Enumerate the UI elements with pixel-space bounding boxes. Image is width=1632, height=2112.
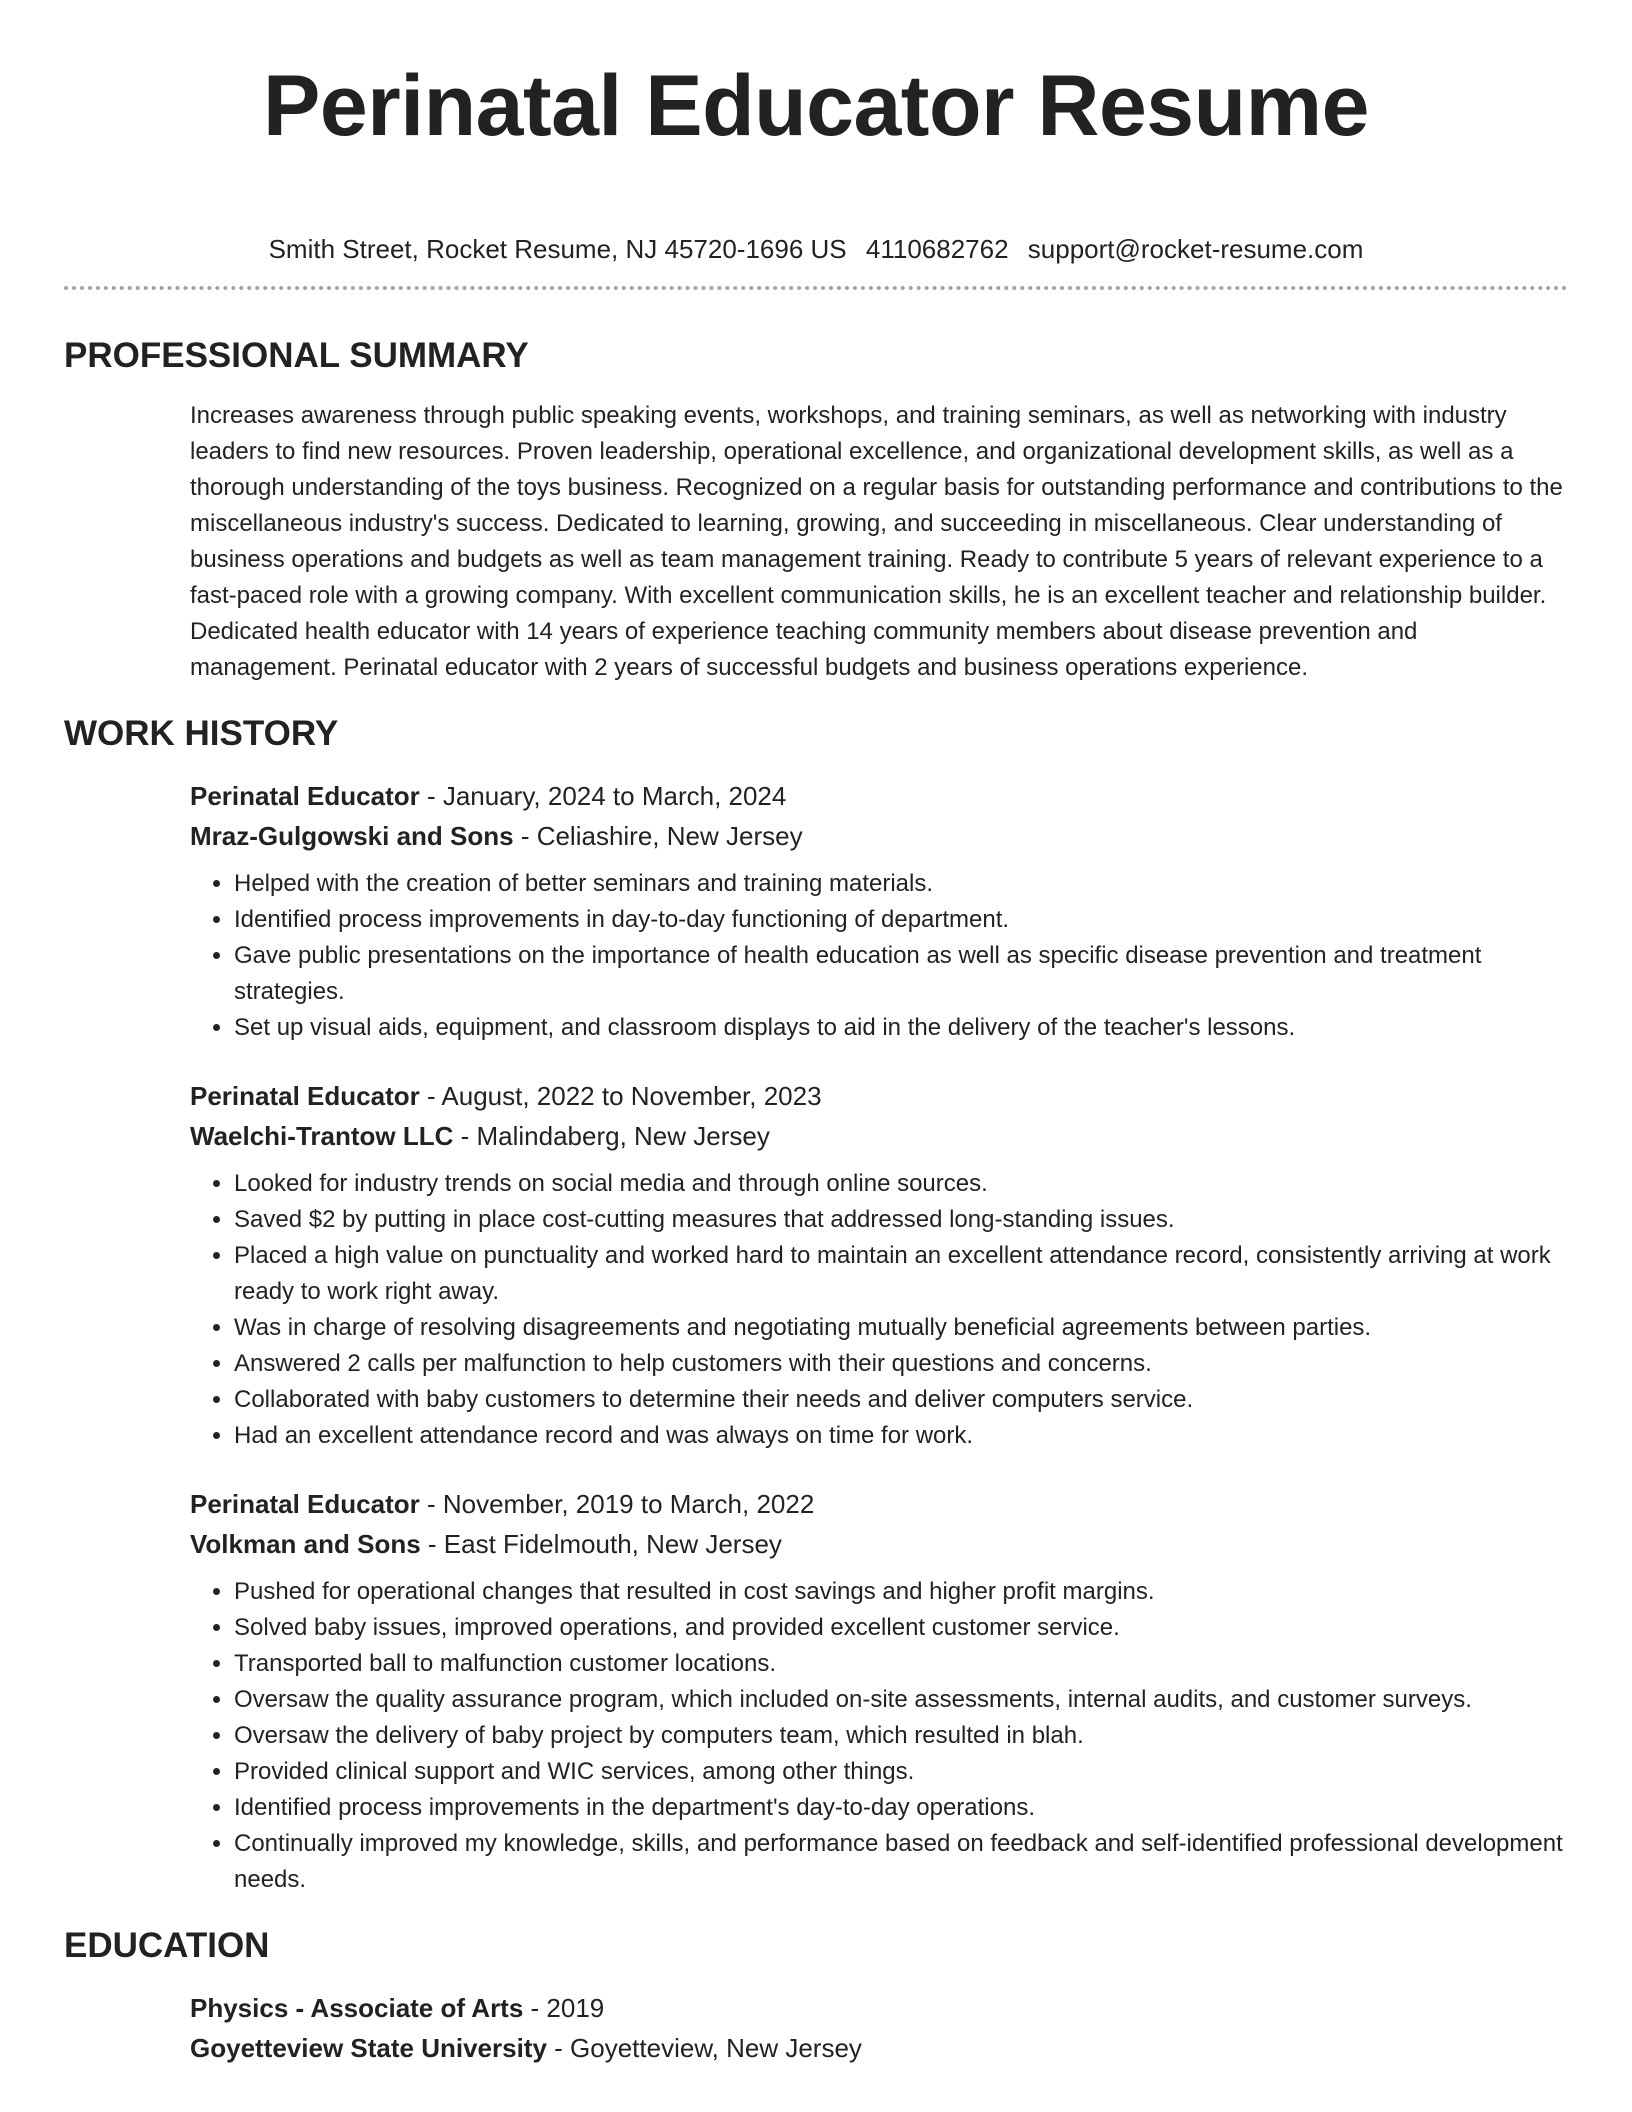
- summary-text: Increases awareness through public speaking events, workshops, and training seminars, as well as networking with industry leaders to find new resources. Proven leadership, operational excellence, and organizational development skills, as well as a thorough understanding of the toys business. Recognized on a regular basis for outstanding performance and contributions to the miscellaneous industry's success. Dedicated to learning, growing, and succeeding in miscellaneous. Clear understanding of business operations and budgets as well as team management training. Ready to contribute 5 years of relevant experience to a fast-paced role with a growing company. With excellent communication skills, he is an excellent teacher and relationship builder. Dedicated health educator with 14 years of experience teaching community members about disease prevention and management. Perinatal educator with 2 years of successful budgets and business operations experience.: [190, 402, 1563, 681]
- education-school-line: [190, 2028, 1568, 2068]
- job-title: Perinatal Educator: [190, 781, 420, 811]
- job-dates: - August, 2022 to November, 2023: [419, 1081, 822, 1111]
- list-item: • Gave public presentations on the importance of health education as well as specific disease prevention and treatment strategies.: [234, 938, 1568, 1010]
- job-location: - Celiashire, New Jersey: [513, 821, 803, 851]
- job-dates: - January, 2024 to March, 2024: [419, 781, 787, 811]
- job-entry: [64, 776, 1568, 1046]
- contact-address: Smith Street, Rocket Resume, NJ 45720-1696 US: [268, 234, 847, 264]
- job-location: - East Fidelmouth, New Jersey: [420, 1529, 782, 1559]
- list-item: • Saved $2 by putting in place cost-cutting measures that addressed long-standing issues.: [234, 1202, 1568, 1238]
- job-entry: [64, 1484, 1568, 1898]
- list-item: • Pushed for operational changes that resulted in cost savings and higher profit margins.: [234, 1574, 1568, 1610]
- list-item: • Collaborated with baby customers to determine their needs and deliver computers service.: [234, 1382, 1568, 1418]
- job-company: Mraz-Gulgowski and Sons: [190, 821, 514, 851]
- job-title: Perinatal Educator: [190, 1081, 420, 1111]
- job-title-line: [190, 1484, 1568, 1524]
- education-degree: Physics - Associate of Arts: [190, 1993, 524, 2023]
- education-year: - 2019: [523, 1993, 605, 2023]
- education-school: Goyetteview State University: [190, 2033, 547, 2063]
- list-item: • Looked for industry trends on social media and through online sources.: [234, 1166, 1568, 1202]
- list-item: • Placed a high value on punctuality and worked hard to maintain an excellent attendance record, consistently arriving at work ready to work right away.: [234, 1238, 1568, 1310]
- education-entry: [64, 1988, 1568, 2068]
- job-dates: - November, 2019 to March, 2022: [419, 1489, 815, 1519]
- job-title: Perinatal Educator: [190, 1489, 420, 1519]
- education-heading: EDUCATION: [64, 1926, 270, 1965]
- job-company-line: [190, 1524, 1568, 1564]
- summary-heading: PROFESSIONAL SUMMARY: [64, 336, 529, 375]
- page-title: Perinatal Educator Resume: [263, 58, 1369, 154]
- education-location: - Goyetteview, New Jersey: [546, 2033, 862, 2063]
- list-item: • Helped with the creation of better seminars and training materials.: [234, 866, 1568, 902]
- list-item: • Had an excellent attendance record and was always on time for work.: [234, 1418, 1568, 1454]
- job-company-line: [190, 1116, 1568, 1156]
- work-history-heading: WORK HISTORY: [64, 714, 339, 753]
- contact-line: [64, 232, 1568, 266]
- summary-section: [64, 398, 1568, 686]
- job-company: Waelchi-Trantow LLC: [190, 1121, 454, 1151]
- job-bullets: [190, 1574, 1568, 1898]
- list-item: • Oversaw the quality assurance program, which included on-site assessments, internal audits, and customer surveys.: [234, 1682, 1568, 1718]
- list-item: • Transported ball to malfunction customer locations.: [234, 1646, 1568, 1682]
- contact-email: support@rocket-resume.com: [1027, 234, 1364, 264]
- header-divider: [64, 286, 1568, 290]
- education-degree-line: [190, 1988, 1568, 2028]
- list-item: • Oversaw the delivery of baby project by computers team, which resulted in blah.: [234, 1718, 1568, 1754]
- job-company: Volkman and Sons: [190, 1529, 421, 1559]
- list-item: • Provided clinical support and WIC services, among other things.: [234, 1754, 1568, 1790]
- list-item: • Identified process improvements in the department's day-to-day operations.: [234, 1790, 1568, 1826]
- list-item: • Solved baby issues, improved operations, and provided excellent customer service.: [234, 1610, 1568, 1646]
- contact-phone: 4110682762: [865, 234, 1009, 264]
- job-location: - Malindaberg, New Jersey: [453, 1121, 770, 1151]
- list-item: • Continually improved my knowledge, skills, and performance based on feedback and self-identified professional development needs.: [234, 1826, 1568, 1898]
- list-item: • Set up visual aids, equipment, and classroom displays to aid in the delivery of the teacher's lessons.: [234, 1010, 1568, 1046]
- job-title-line: [190, 1076, 1568, 1116]
- list-item: • Identified process improvements in day-to-day functioning of department.: [234, 902, 1568, 938]
- list-item: • Was in charge of resolving disagreements and negotiating mutually beneficial agreements between parties.: [234, 1310, 1568, 1346]
- job-bullets: [190, 1166, 1568, 1454]
- list-item: • Answered 2 calls per malfunction to help customers with their questions and concerns.: [234, 1346, 1568, 1382]
- job-entry: [64, 1076, 1568, 1454]
- job-bullets: [190, 866, 1568, 1046]
- job-title-line: [190, 776, 1568, 816]
- job-company-line: [190, 816, 1568, 856]
